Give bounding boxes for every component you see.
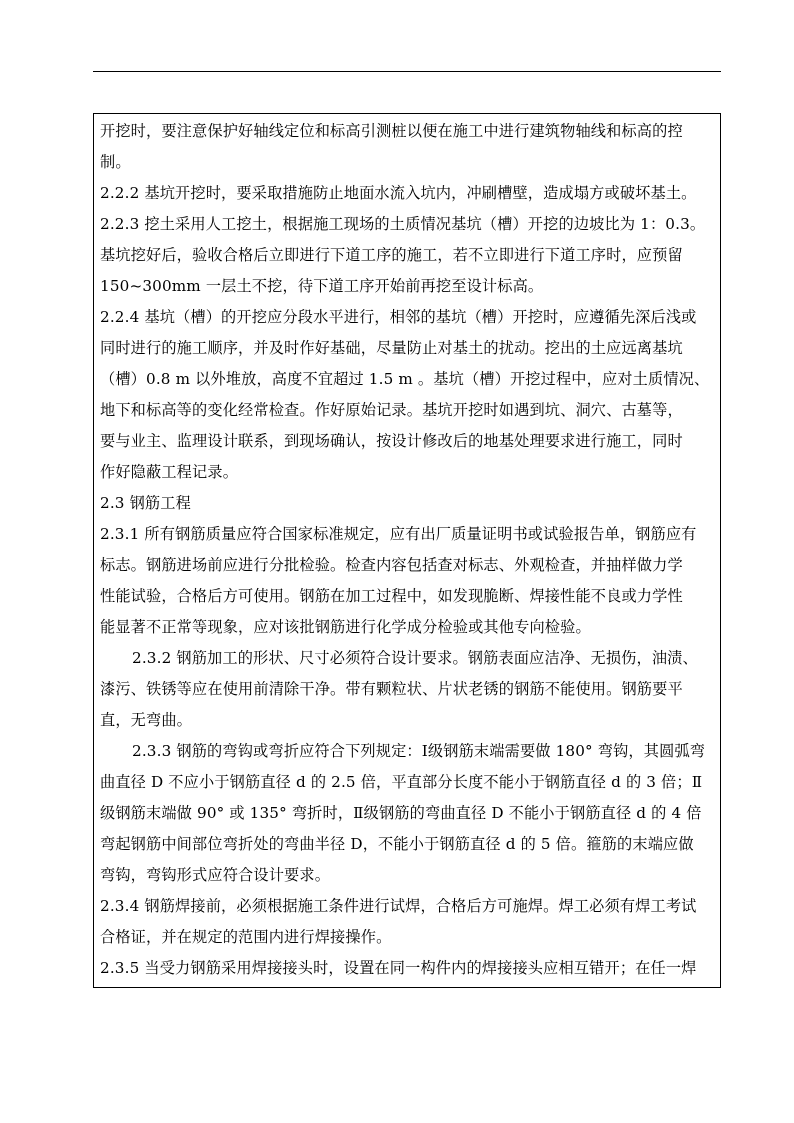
document-body [100, 116, 716, 984]
text-line: 基坑挖好后，验收合格后立即进行下道工序的施工，若不立即进行下道工序时，应预留 [100, 246, 683, 264]
text-line: 合格证，并在规定的范围内进行焊接操作。 [100, 928, 392, 946]
text-line: 2.2.3 挖土采用人工挖土，根据施工现场的土质情况基坑（槽）开挖的边坡比为 1：0.3。 [100, 215, 706, 233]
text-line: 直，无弯曲。 [100, 711, 193, 729]
text-line: 级钢筋末端做 90° 或 135° 弯折时，Ⅱ级钢筋的弯曲直径 D 不能小于钢筋直径 d 的 4 倍 [100, 804, 702, 822]
text-line: 漆污、铁锈等应在使用前清除干净。带有颗粒状、片状老锈的钢筋不能使用。钢筋要平 [100, 680, 683, 698]
text-line: 2.3 钢筋工程 [100, 494, 191, 512]
text-line: 2.3.2 钢筋加工的形状、尺寸必须符合设计要求。钢筋表面应洁净、无损伤，油渍、 [132, 649, 698, 667]
text-line: 地下和标高等的变化经常检查。作好原始记录。基坑开挖时如遇到坑、洞穴、古墓等， [100, 401, 683, 419]
text-line: 弯起钢筋中间部位弯折处的弯曲半径 D，不能小于钢筋直径 d 的 5 倍。箍筋的末端应做 [100, 835, 694, 853]
text-line: 曲直径 D 不应小于钢筋直径 d 的 2.5 倍，平直部分长度不能小于钢筋直径 d 的 3 倍；Ⅱ [100, 773, 703, 791]
text-line: 开挖时，要注意保护好轴线定位和标高引测桩以便在施工中进行建筑物轴线和标高的控 [100, 122, 683, 140]
text-line: 2.2.2 基坑开挖时，要采取措施防止地面水流入坑内，冲刷槽壁，造成塌方或破坏基土。 [100, 184, 697, 202]
text-line: 同时进行的施工顺序，并及时作好基础，尽量防止对基土的扰动。挖出的土应远离基坑 [100, 339, 683, 357]
text-line: 2.3.3 钢筋的弯钩或弯折应符合下列规定：Ⅰ级钢筋末端需要做 180° 弯钩，其圆弧弯 [132, 742, 706, 760]
text-line: 2.3.5 当受力钢筋采用焊接接头时，设置在同一构件内的焊接接头应相互错开；在任一焊 [100, 959, 697, 977]
text-line: 150~300mm 一层土不挖，待下道工序开始前再挖至设计标高。 [100, 277, 544, 295]
text-line: 性能试验，合格后方可使用。钢筋在加工过程中，如发现脆断、焊接性能不良或力学性 [100, 587, 683, 605]
text-line: 要与业主、监理设计联系，到现场确认，按设计修改后的地基处理要求进行施工，同时 [100, 432, 683, 450]
text-line: 2.2.4 基坑（槽）的开挖应分段水平进行，相邻的基坑（槽）开挖时，应遵循先深后浅或 [100, 308, 697, 326]
text-line: （槽）0.8 m 以外堆放，高度不宜超过 1.5 m 。基坑（槽）开挖过程中，应对土质情况、 [100, 370, 710, 388]
text-line: 作好隐蔽工程记录。 [100, 463, 239, 481]
text-line: 2.3.1 所有钢筋质量应符合国家标准规定，应有出厂质量证明书或试验报告单，钢筋应有 [100, 525, 697, 543]
text-line: 能显著不正常等现象，应对该批钢筋进行化学成分检验或其他专向检验。 [100, 618, 591, 636]
text-line: 弯钩，弯钩形式应符合设计要求。 [100, 866, 331, 884]
text-line: 标志。钢筋进场前应进行分批检验。检查内容包括查对标志、外观检查，并抽样做力学 [100, 556, 683, 574]
text-line: 制。 [100, 153, 131, 171]
text-line: 2.3.4 钢筋焊接前，必须根据施工条件进行试焊，合格后方可施焊。焊工必须有焊工考试 [100, 897, 697, 915]
header-rule [93, 71, 721, 72]
